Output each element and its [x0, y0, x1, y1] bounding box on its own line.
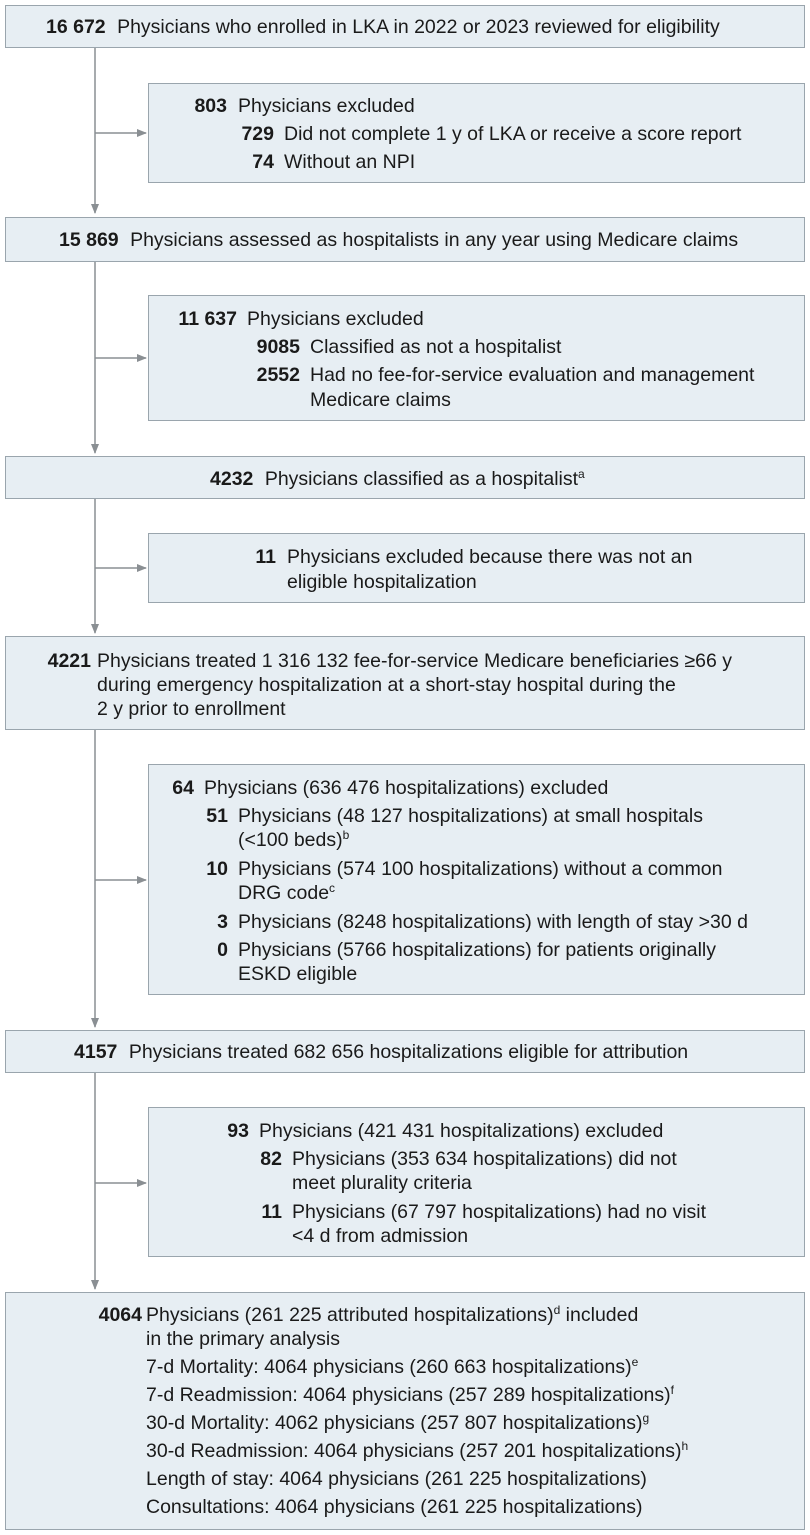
excl4-item1-count: 51 — [206, 805, 228, 827]
assessed-box — [5, 217, 805, 262]
outcome-consultations: Consultations: 4064 physicians (261 225 hospitalizations) — [146, 1496, 643, 1518]
included-box — [5, 1292, 805, 1530]
excl4-item4-count: 0 — [217, 939, 228, 961]
excl5-item1-text-line2: meet plurality criteria — [292, 1172, 472, 1194]
included-text-line2: in the primary analysis — [146, 1328, 340, 1350]
outcome-7d-readmission-footnote: f — [670, 1383, 674, 1397]
excl2-item1-text: Classified as not a hospitalist — [310, 336, 562, 358]
excl5-item1-text-line1: Physicians (353 634 hospitalizations) did not — [292, 1148, 677, 1170]
excl4-item2-text-line1: Physicians (574 100 hospitalizations) without a common — [238, 858, 723, 880]
excl5-item2-text-line2: <4 d from admission — [292, 1225, 469, 1247]
outcome-30d-mortality-footnote: g — [642, 1411, 650, 1425]
exclusion-box-5 — [148, 1107, 805, 1257]
classified-box — [5, 456, 805, 499]
included-count: 4064 — [98, 1304, 142, 1326]
assessed-count: 15 869 — [59, 229, 119, 251]
excl3-text-line1: Physicians excluded because there was not an — [287, 546, 693, 568]
outcome-length-of-stay: Length of stay: 4064 physicians (261 225 hospitalizations) — [146, 1468, 647, 1490]
exclusion-box-2 — [148, 295, 805, 421]
excl4-item3-text: Physicians (8248 hospitalizations) with length of stay >30 d — [238, 911, 748, 933]
enrolled-count: 16 672 — [46, 16, 106, 38]
excl2-item2-text-line2: Medicare claims — [310, 389, 451, 411]
excl5-item2-count: 11 — [261, 1201, 282, 1223]
excl4-item2-count: 10 — [206, 858, 228, 880]
included-footnote: d — [553, 1303, 561, 1317]
excl4-text: Physicians (636 476 hospitalizations) excluded — [204, 777, 609, 799]
excl4-item2-text-line2: DRG code — [238, 882, 330, 904]
outcome-7d-readmission: 7-d Readmission: 4064 physicians (257 289 hospitalizations) — [146, 1384, 671, 1406]
included-text-line1-end: included — [560, 1304, 639, 1326]
excl3-text-line2: eligible hospitalization — [287, 571, 477, 593]
excl1-item2-count: 74 — [252, 151, 274, 173]
excl1-item1-count: 729 — [241, 123, 274, 145]
eligible-box — [5, 1030, 805, 1073]
assessed-text: Physicians assessed as hospitalists in any year using Medicare claims — [130, 229, 739, 251]
excl4-item4-text-line2: ESKD eligible — [238, 963, 358, 985]
excl4-item2-footnote: c — [329, 881, 336, 895]
outcome-7d-mortality: 7-d Mortality: 4064 physicians (260 663 hospitalizations) — [146, 1356, 632, 1378]
treated-count: 4221 — [47, 650, 91, 672]
enrolled-box — [5, 5, 805, 48]
excl4-item4-text-line1: Physicians (5766 hospitalizations) for patients originally — [238, 939, 716, 961]
excl1-item2-text: Without an NPI — [284, 151, 416, 173]
excl2-item1-count: 9085 — [256, 336, 300, 358]
classified-text: Physicians classified as a hospitalist — [264, 468, 579, 490]
treated-box — [5, 636, 805, 730]
excl4-count: 64 — [172, 777, 194, 799]
excl3-count: 11 — [255, 546, 276, 568]
excl4-item1-text-line1: Physicians (48 127 hospitalizations) at small hospitals — [238, 805, 703, 827]
excl5-item2-text-line1: Physicians (67 797 hospitalizations) had no visit — [292, 1201, 707, 1223]
excl4-item1-footnote: b — [342, 828, 350, 842]
excl5-count: 93 — [227, 1120, 249, 1142]
classified-footnote: a — [578, 467, 585, 481]
treated-text-line1: Physicians treated 1 316 132 fee-for-service Medicare beneficiaries ≥66 y — [97, 650, 733, 672]
excl2-text: Physicians excluded — [247, 308, 424, 330]
classified-count: 4232 — [210, 468, 254, 490]
excl1-item1-text: Did not complete 1 y of LKA or receive a score report — [284, 123, 742, 145]
exclusion-box-1 — [148, 83, 805, 183]
excl1-text: Physicians excluded — [238, 95, 415, 117]
outcome-30d-readmission-footnote: h — [681, 1439, 689, 1453]
excl4-item1-text-line2: (<100 beds) — [238, 829, 343, 851]
treated-text-line3: 2 y prior to enrollment — [97, 698, 286, 720]
outcome-7d-mortality-footnote: e — [631, 1355, 639, 1369]
exclusion-box-3 — [148, 533, 805, 603]
enrolled-text: Physicians who enrolled in LKA in 2022 or 2023 reviewed for eligibility — [117, 16, 720, 38]
excl4-item3-count: 3 — [217, 911, 228, 933]
outcome-30d-mortality: 30-d Mortality: 4062 physicians (257 807 hospitalizations) — [146, 1412, 643, 1434]
included-text-line1: Physicians (261 225 attributed hospitalizations) — [146, 1304, 554, 1326]
treated-text-line2: during emergency hospitalization at a short-stay hospital during the — [97, 674, 676, 696]
excl1-count: 803 — [194, 95, 227, 117]
outcome-30d-readmission: 30-d Readmission: 4064 physicians (257 201 hospitalizations) — [146, 1440, 682, 1462]
excl2-item2-text-line1: Had no fee-for-service evaluation and management — [310, 364, 755, 386]
eligible-text: Physicians treated 682 656 hospitalizations eligible for attribution — [128, 1041, 689, 1063]
excl5-text: Physicians (421 431 hospitalizations) excluded — [259, 1120, 664, 1142]
excl2-count: 11 637 — [178, 308, 237, 330]
excl2-item2-count: 2552 — [256, 364, 300, 386]
exclusion-box-4 — [148, 764, 805, 995]
excl5-item1-count: 82 — [260, 1148, 282, 1170]
eligible-count: 4157 — [74, 1041, 118, 1063]
